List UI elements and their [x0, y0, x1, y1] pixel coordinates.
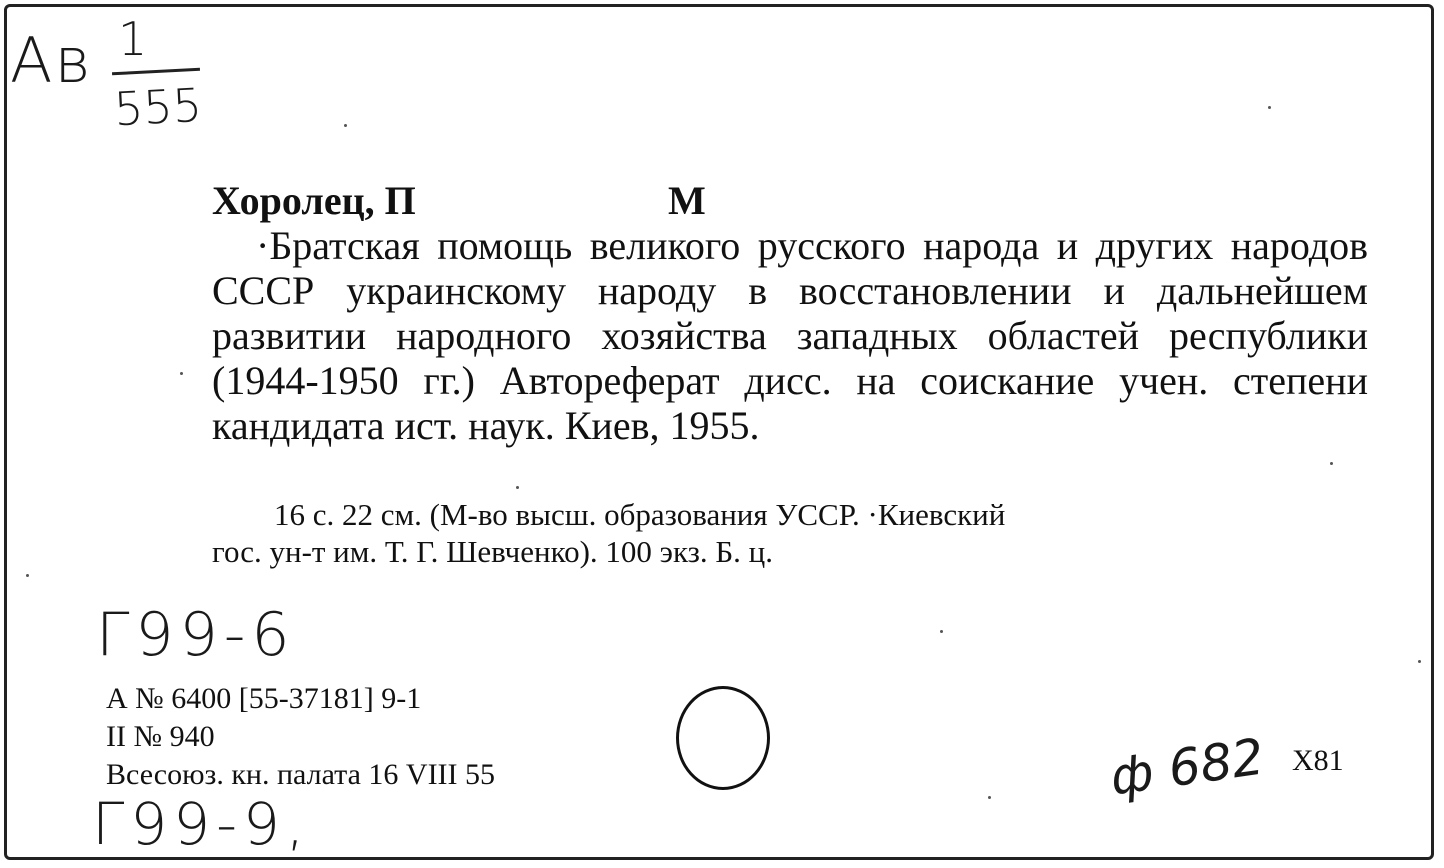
speck	[26, 574, 29, 577]
shelfmark-denominator: 555	[112, 77, 204, 137]
speck	[344, 124, 347, 127]
handwritten-code-top: Г99-6	[96, 600, 296, 670]
registry-line-3: Всесоюз. кн. палата 16 VIII 55	[106, 758, 496, 791]
shelfmark-letters: Ав	[10, 24, 93, 97]
punch-hole-circle	[676, 686, 770, 790]
title-text: ·Братская помощь великого русского народа и других народов СССР украинскому народу в восстановлении и дальнейшем развитии народного хозяйства западных областей республики (1944-1950 гг.) Автореферат дисс. на соискание учен. степени кандидата ист. наук. Киев, 1955.	[212, 223, 1368, 448]
collation-block	[212, 496, 1368, 570]
handwritten-inventory-number: ф 682	[1106, 727, 1268, 807]
shelfmark-numerator: 1	[118, 12, 148, 66]
x-mark: X81	[1292, 744, 1344, 777]
speck	[516, 486, 519, 489]
collation-line-2: гос. ун-т им. Т. Г. Шевченко). 100 экз. Б. ц.	[212, 534, 773, 569]
speck	[1330, 462, 1333, 465]
speck	[940, 630, 943, 633]
registry-block	[106, 680, 495, 794]
speck	[180, 372, 183, 375]
speck	[1268, 106, 1271, 109]
collation-line-1: 16 с. 22 см. (М-во высш. образования УССР. ·Киевский	[274, 497, 1006, 532]
speck	[1418, 660, 1421, 663]
speck	[988, 796, 991, 799]
registry-line-1: А № 6400 [55-37181] 9-1	[106, 682, 422, 715]
title-block	[212, 223, 1368, 448]
handwritten-code-bottom: Г99-9,	[92, 790, 311, 858]
registry-line-2: II № 940	[106, 720, 215, 753]
bibliographic-entry	[212, 178, 1368, 448]
author-name: Хоролец, П	[212, 178, 416, 223]
author-initial: М	[668, 178, 706, 223]
